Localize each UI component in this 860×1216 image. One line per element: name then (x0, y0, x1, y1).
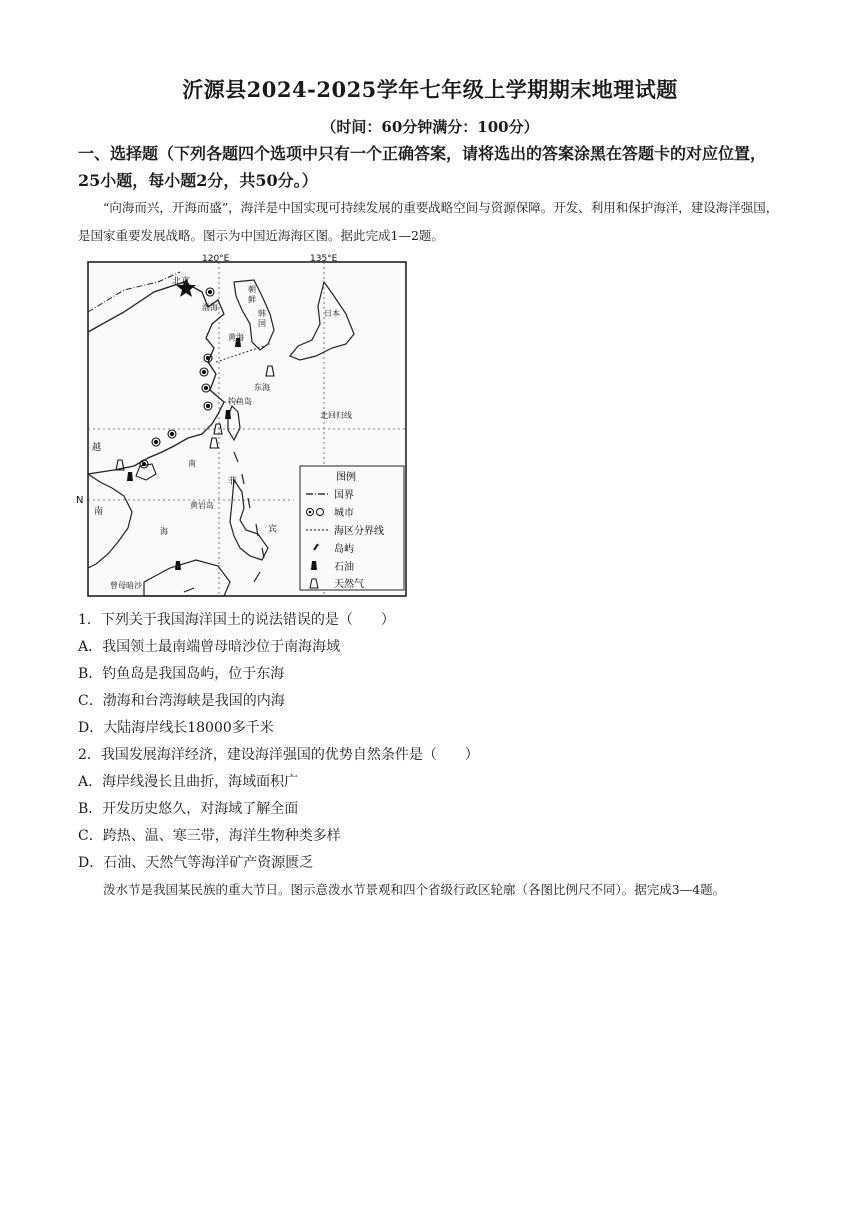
question-1-option-d: D．大陆海岸线长18000多千米 (78, 720, 274, 736)
label-nan: 南 (188, 459, 196, 468)
label-donghai: 东海 (254, 383, 270, 392)
legend-sea-division: 海区分界线 (334, 526, 384, 537)
legend-title: 图例 (336, 472, 356, 483)
section-heading: 一、选择题（下列各题四个选项中只有一个正确答案，请将选出的答案涂黑在答题卡的对应位置，25小题，每小题2分，共50分。） (78, 144, 767, 190)
label-chaoxian-2: 鲜 (248, 295, 256, 304)
label-hai: 海 (160, 527, 168, 536)
question-2-option-a: A．海岸线漫长且曲折，海域面积广 (78, 774, 299, 790)
question-1-option-a: A．我国领土最南端曾母暗沙位于南海海域 (78, 639, 341, 655)
label-huangyandao: 黄岩岛 (190, 501, 214, 510)
page-title: 沂源县2024-2025学年七年级上学期期末地理试题 (182, 77, 678, 102)
label-nan2: 南 (94, 507, 104, 517)
label-riben: 日本 (324, 309, 340, 318)
legend-boundary: 国界 (334, 490, 354, 501)
legend-gas: 天然气 (334, 579, 364, 590)
lon-label-120: 120°E (202, 254, 230, 264)
lon-label-135: 135°E (310, 254, 338, 264)
exam-info: （时间：60分钟满分：100分） (321, 118, 539, 136)
label-bin: 宾 (268, 525, 278, 535)
label-hanguo-2: 国 (258, 319, 266, 328)
question-1-option-c: C．渤海和台湾海峡是我国的内海 (78, 693, 285, 709)
legend-oil: 石油 (334, 562, 354, 573)
question-2-option-b: B．开发历史悠久，对海域了解全面 (78, 801, 299, 817)
label-chaoxian-1: 朝 (248, 285, 256, 294)
question-2-stem: 2．我国发展海洋经济，建设海洋强国的优势自然条件是（ ） (78, 747, 479, 763)
legend-city: 城市 (334, 508, 354, 519)
label-hanguo-1: 韩 (258, 309, 266, 318)
map-legend (300, 466, 404, 590)
label-bohai: 渤海 (202, 303, 218, 312)
label-fei: 菲 (228, 477, 238, 487)
label-zengmuansha: 曾母暗沙 (110, 581, 142, 590)
label-diaoyudao: 钓鱼岛 (228, 397, 252, 406)
question-2-option-d: D．石油、天然气等海洋矿产资源匮乏 (78, 855, 314, 871)
legend-island: 岛屿 (334, 544, 354, 555)
label-yue: 越 (92, 443, 102, 453)
label-huanghai: 黄海 (228, 333, 244, 342)
question-1-stem: 1．下列关于我国海洋国土的说法错误的是（ ） (78, 612, 395, 628)
question-1-option-b: B．钓鱼岛是我国岛屿，位于东海 (78, 666, 285, 682)
label-tropic: 北回归线 (320, 411, 352, 420)
passage-2: 泼水节是我国某民族的重大节日。图示意泼水节景观和四个省级行政区轮廓（各图比例尺不同）。据完成3—4题。 (103, 882, 726, 897)
passage-1: “向海而兴，开海而盛”，海洋是中国实现可持续发展的重要战略空间与资源保障。开发、利用和保护海洋，建设海洋强国，是国家重要发展战略。图示为中国近海海区图。据此完成1—2题。 (78, 200, 779, 243)
label-beijing: 北京 (172, 277, 191, 287)
china-seas-map (76, 252, 408, 598)
question-2-option-c: C．跨热、温、寒三带，海洋生物种类多样 (78, 828, 341, 844)
lat-label: N (76, 495, 84, 506)
